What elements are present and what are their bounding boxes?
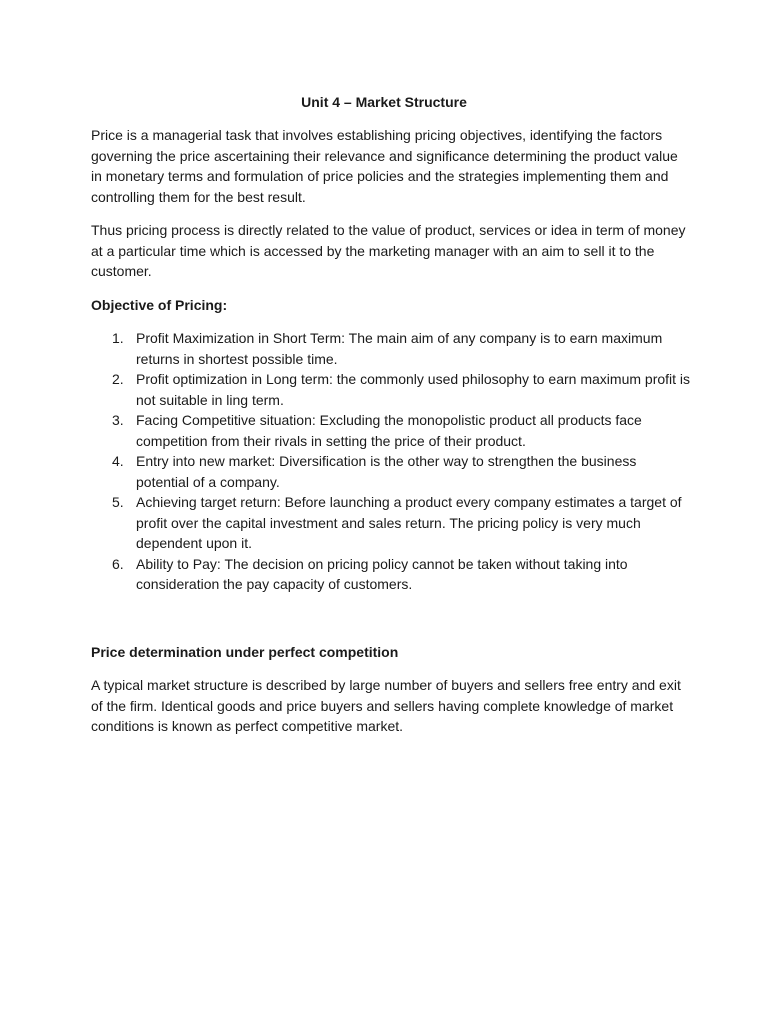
- list-item: [91, 410, 691, 451]
- perfect-competition-paragraph: A typical market structure is described by large number of buyers and sellers free entry and exit of the firm. Identical goods and price buyers and sellers having complete knowledge of market conditions is known as perfect competitive market.: [91, 677, 681, 734]
- list-number: 3.: [112, 412, 124, 428]
- list-number: 4.: [112, 453, 124, 469]
- list-item: [91, 369, 691, 410]
- list-number: 1.: [112, 330, 124, 346]
- list-item-text: Facing Competitive situation: Excluding the monopolistic product all products face competition from their rivals in setting the price of their product.: [136, 412, 642, 449]
- pricing-process-paragraph: Thus pricing process is directly related to the value of product, services or idea in term of money at a particular time which is accessed by the marketing manager with an aim to sell it to the customer.: [91, 222, 686, 279]
- list-item-text: Achieving target return: Before launching a product every company estimates a target of profit over the capital investment and sales return. The pricing policy is very much dependent upon it.: [136, 494, 682, 551]
- intro-paragraph: Price is a managerial task that involves establishing pricing objectives, identifying the factors governing the price ascertaining their relevance and significance determining the product value in monetary terms and formulation of price policies and the strategies implementing them and controlling them for the best result.: [91, 127, 678, 205]
- list-item: [91, 328, 691, 369]
- list-item-text: Entry into new market: Diversification is the other way to strengthen the business potential of a company.: [136, 453, 637, 490]
- list-item: [91, 554, 691, 595]
- objective-heading: Objective of Pricing:: [91, 297, 228, 313]
- list-number: 2.: [112, 371, 124, 387]
- list-item-text: Ability to Pay: The decision on pricing policy cannot be taken without taking into consideration the pay capacity of customers.: [136, 555, 628, 592]
- document-title: Unit 4 – Market Structure: [301, 94, 467, 110]
- list-item-text: Profit Maximization in Short Term: The main aim of any company is to earn maximum returns in shortest possible time.: [136, 330, 663, 367]
- objectives-list: [91, 328, 691, 595]
- list-item: [91, 492, 691, 554]
- list-number: 5.: [112, 494, 124, 510]
- list-item: [91, 451, 691, 492]
- price-determination-heading: Price determination under perfect competition: [91, 644, 399, 660]
- list-number: 6.: [112, 555, 124, 572]
- list-item-text: Profit optimization in Long term: the commonly used philosophy to earn maximum profit is not suitable in ling term.: [136, 371, 691, 408]
